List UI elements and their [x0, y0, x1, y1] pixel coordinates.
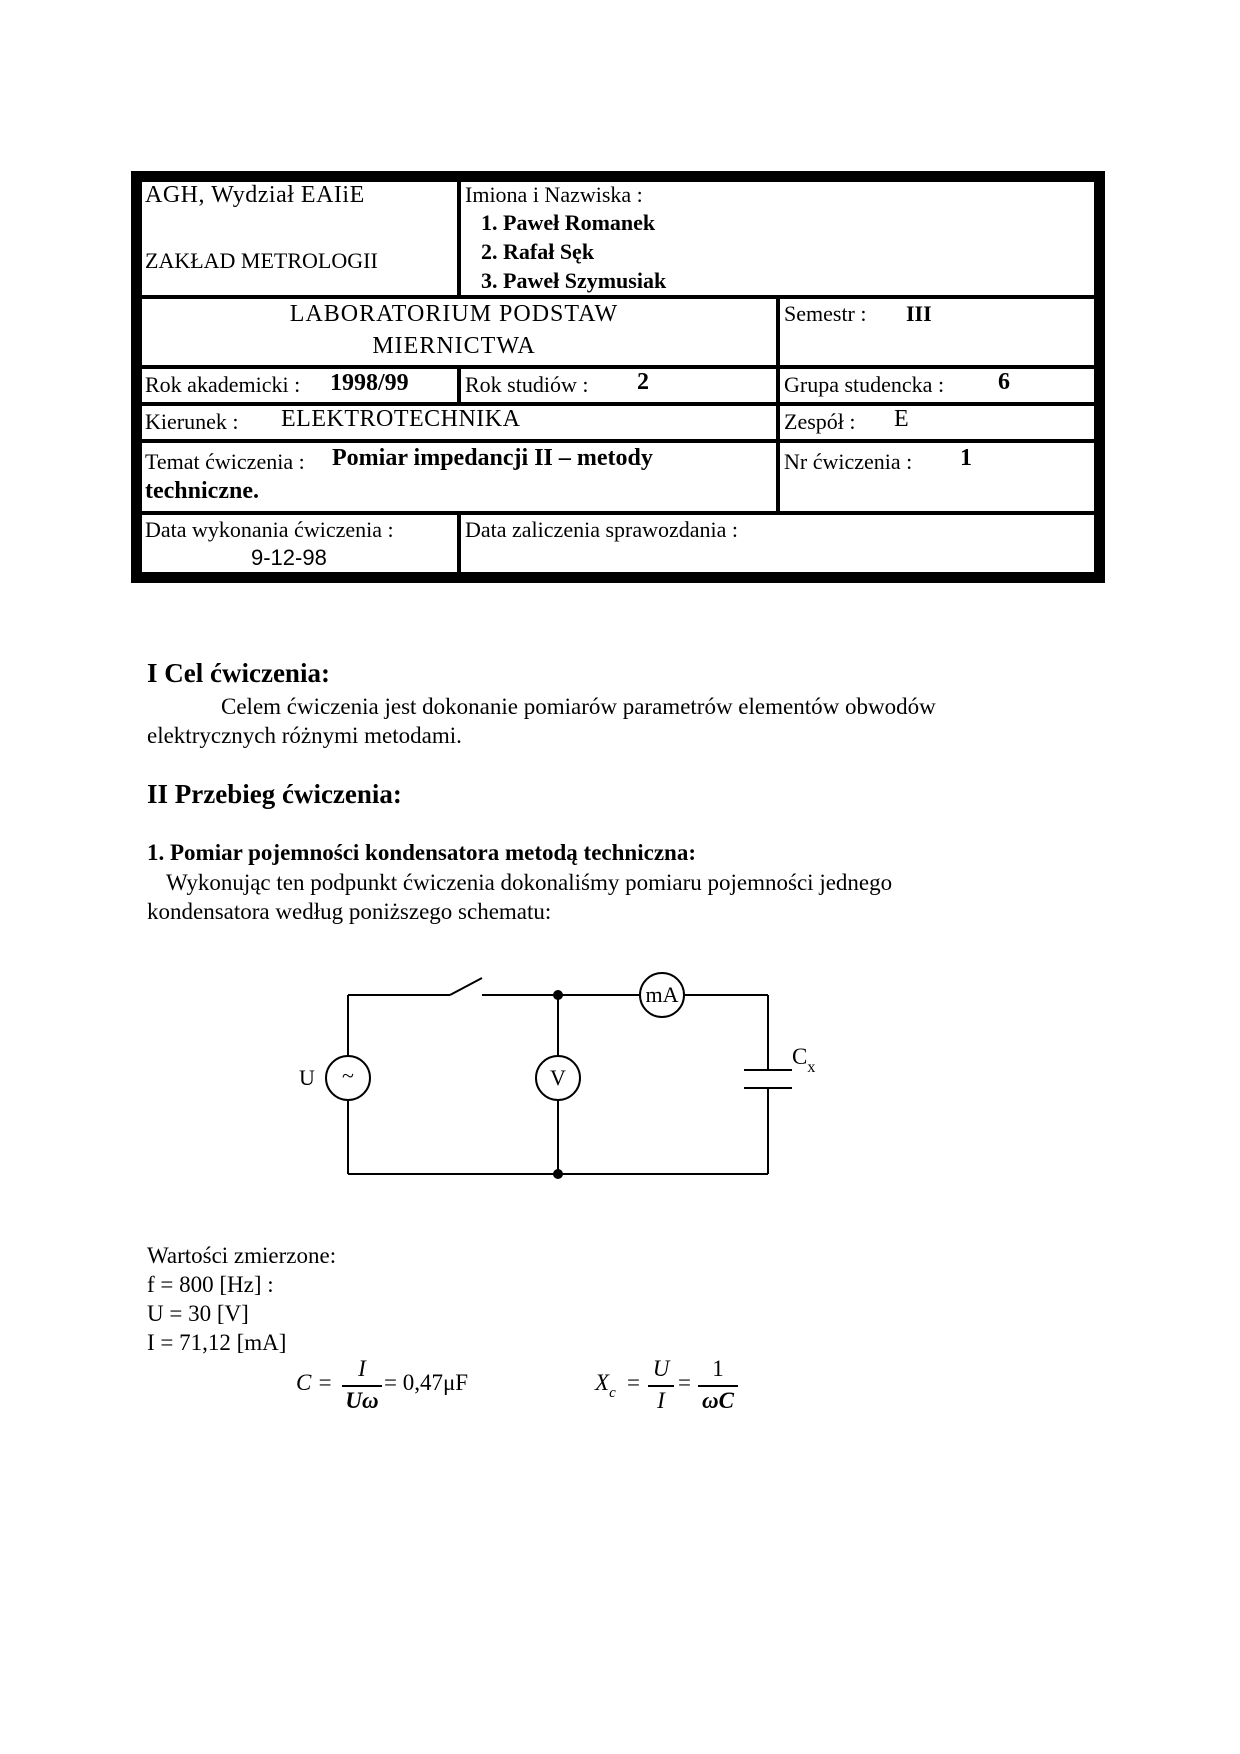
semester-label: Semestr : — [784, 301, 867, 326]
exercise-no-value: 1 — [960, 445, 972, 471]
exec-date-label: Data wykonania ćwiczenia : — [145, 517, 394, 542]
study-year-label: Rok studiów : — [465, 372, 589, 397]
formula-reactance-bar2 — [698, 1385, 738, 1387]
name-3: 3. Paweł Szymusiak — [481, 268, 667, 293]
topic-value-line1: Pomiar impedancji II – metody — [332, 445, 653, 471]
academic-year-value: 1998/99 — [330, 370, 409, 396]
measurements-title: Wartości zmierzone: — [147, 1243, 337, 1268]
field-label: Kierunek : — [145, 409, 239, 434]
section1-text-line1: Celem ćwiczenia jest dokonanie pomiarów parametrów elementów obwodów — [221, 694, 936, 719]
semester-value: III — [906, 301, 932, 326]
subsection1-text-line2: kondensatora według poniższego schematu: — [147, 899, 552, 924]
study-year-value: 2 — [637, 369, 649, 395]
ammeter-label: mA — [645, 982, 679, 1007]
source-label: U — [299, 1065, 315, 1090]
formula-reactance-sub: c — [609, 1385, 616, 1401]
formula-reactance-num1: U — [652, 1356, 670, 1381]
lab-title-line2: MIERNICTWA — [372, 333, 536, 359]
section1-text-line2: elektrycznych różnymi metodami. — [147, 723, 462, 748]
names-label: Imiona i Nazwiska : — [465, 182, 643, 207]
section2-heading: II Przebieg ćwiczenia: — [147, 779, 402, 809]
formula-capacitance-fraction-bar — [342, 1385, 382, 1387]
formula-capacitance-result: = 0,47μF — [384, 1370, 469, 1395]
formula-capacitance-denominator: Uω — [345, 1388, 379, 1413]
formula-capacitance-numerator: I — [358, 1356, 366, 1381]
capacitor-label — [792, 1044, 816, 1076]
junction-bottom — [553, 1169, 563, 1179]
exec-date-value: 9-12-98 — [251, 545, 327, 570]
field-value: ELEKTROTECHNIKA — [281, 406, 521, 432]
source-tilde: ~ — [342, 1063, 354, 1088]
subsection1-text-line1: Wykonując ten podpunkt ćwiczenia dokonaliśmy pomiaru pojemności jednego — [166, 870, 893, 895]
group-value: 6 — [998, 369, 1010, 395]
formula-reactance-bar1 — [648, 1385, 674, 1387]
exercise-no-label: Nr ćwiczenia : — [784, 449, 913, 474]
subsection1-title: 1. Pomiar pojemności kondensatora metodą techniczna: — [147, 840, 696, 865]
junction-top — [553, 990, 563, 1000]
formula-reactance-eq2: = — [678, 1370, 691, 1395]
switch-blade — [450, 978, 482, 995]
topic-value-line2: techniczne. — [145, 478, 259, 504]
formula-reactance-x: X — [595, 1370, 610, 1395]
lab-title-line1: LABORATORIUM PODSTAW — [289, 301, 619, 327]
name-1: 1. Paweł Romanek — [481, 210, 656, 235]
measurement-voltage: U = 30 [V] — [147, 1301, 249, 1326]
formula-reactance-eq1: = — [627, 1370, 640, 1395]
formula-reactance-den1: I — [657, 1388, 665, 1413]
academic-year-label: Rok akademicki : — [145, 372, 301, 397]
capacitor-label-sub: x — [807, 1059, 816, 1076]
capacitor-label-main: C — [792, 1044, 808, 1069]
approval-date-label: Data zaliczenia sprawozdania : — [465, 517, 739, 542]
team-label: Zespół : — [784, 409, 856, 434]
department-name: ZAKŁAD METROLOGII — [145, 248, 378, 273]
institution-name: AGH, Wydział EAIiE — [145, 182, 365, 208]
voltmeter-label: V — [550, 1065, 566, 1090]
formula-reactance-num2: 1 — [712, 1356, 724, 1381]
team-value: E — [894, 406, 909, 432]
formula-reactance-den2: ωC — [702, 1388, 734, 1413]
group-label: Grupa studencka : — [784, 372, 945, 397]
measurement-frequency: f = 800 [Hz] : — [147, 1272, 274, 1297]
formula-reactance-lhs — [595, 1370, 616, 1401]
section1-heading: I Cel ćwiczenia: — [147, 658, 330, 688]
name-2: 2. Rafał Sęk — [481, 239, 595, 264]
formula-capacitance-lhs: C = — [296, 1370, 333, 1395]
measurement-current: I = 71,12 [mA] — [147, 1330, 287, 1355]
topic-label: Temat ćwiczenia : — [145, 449, 305, 474]
